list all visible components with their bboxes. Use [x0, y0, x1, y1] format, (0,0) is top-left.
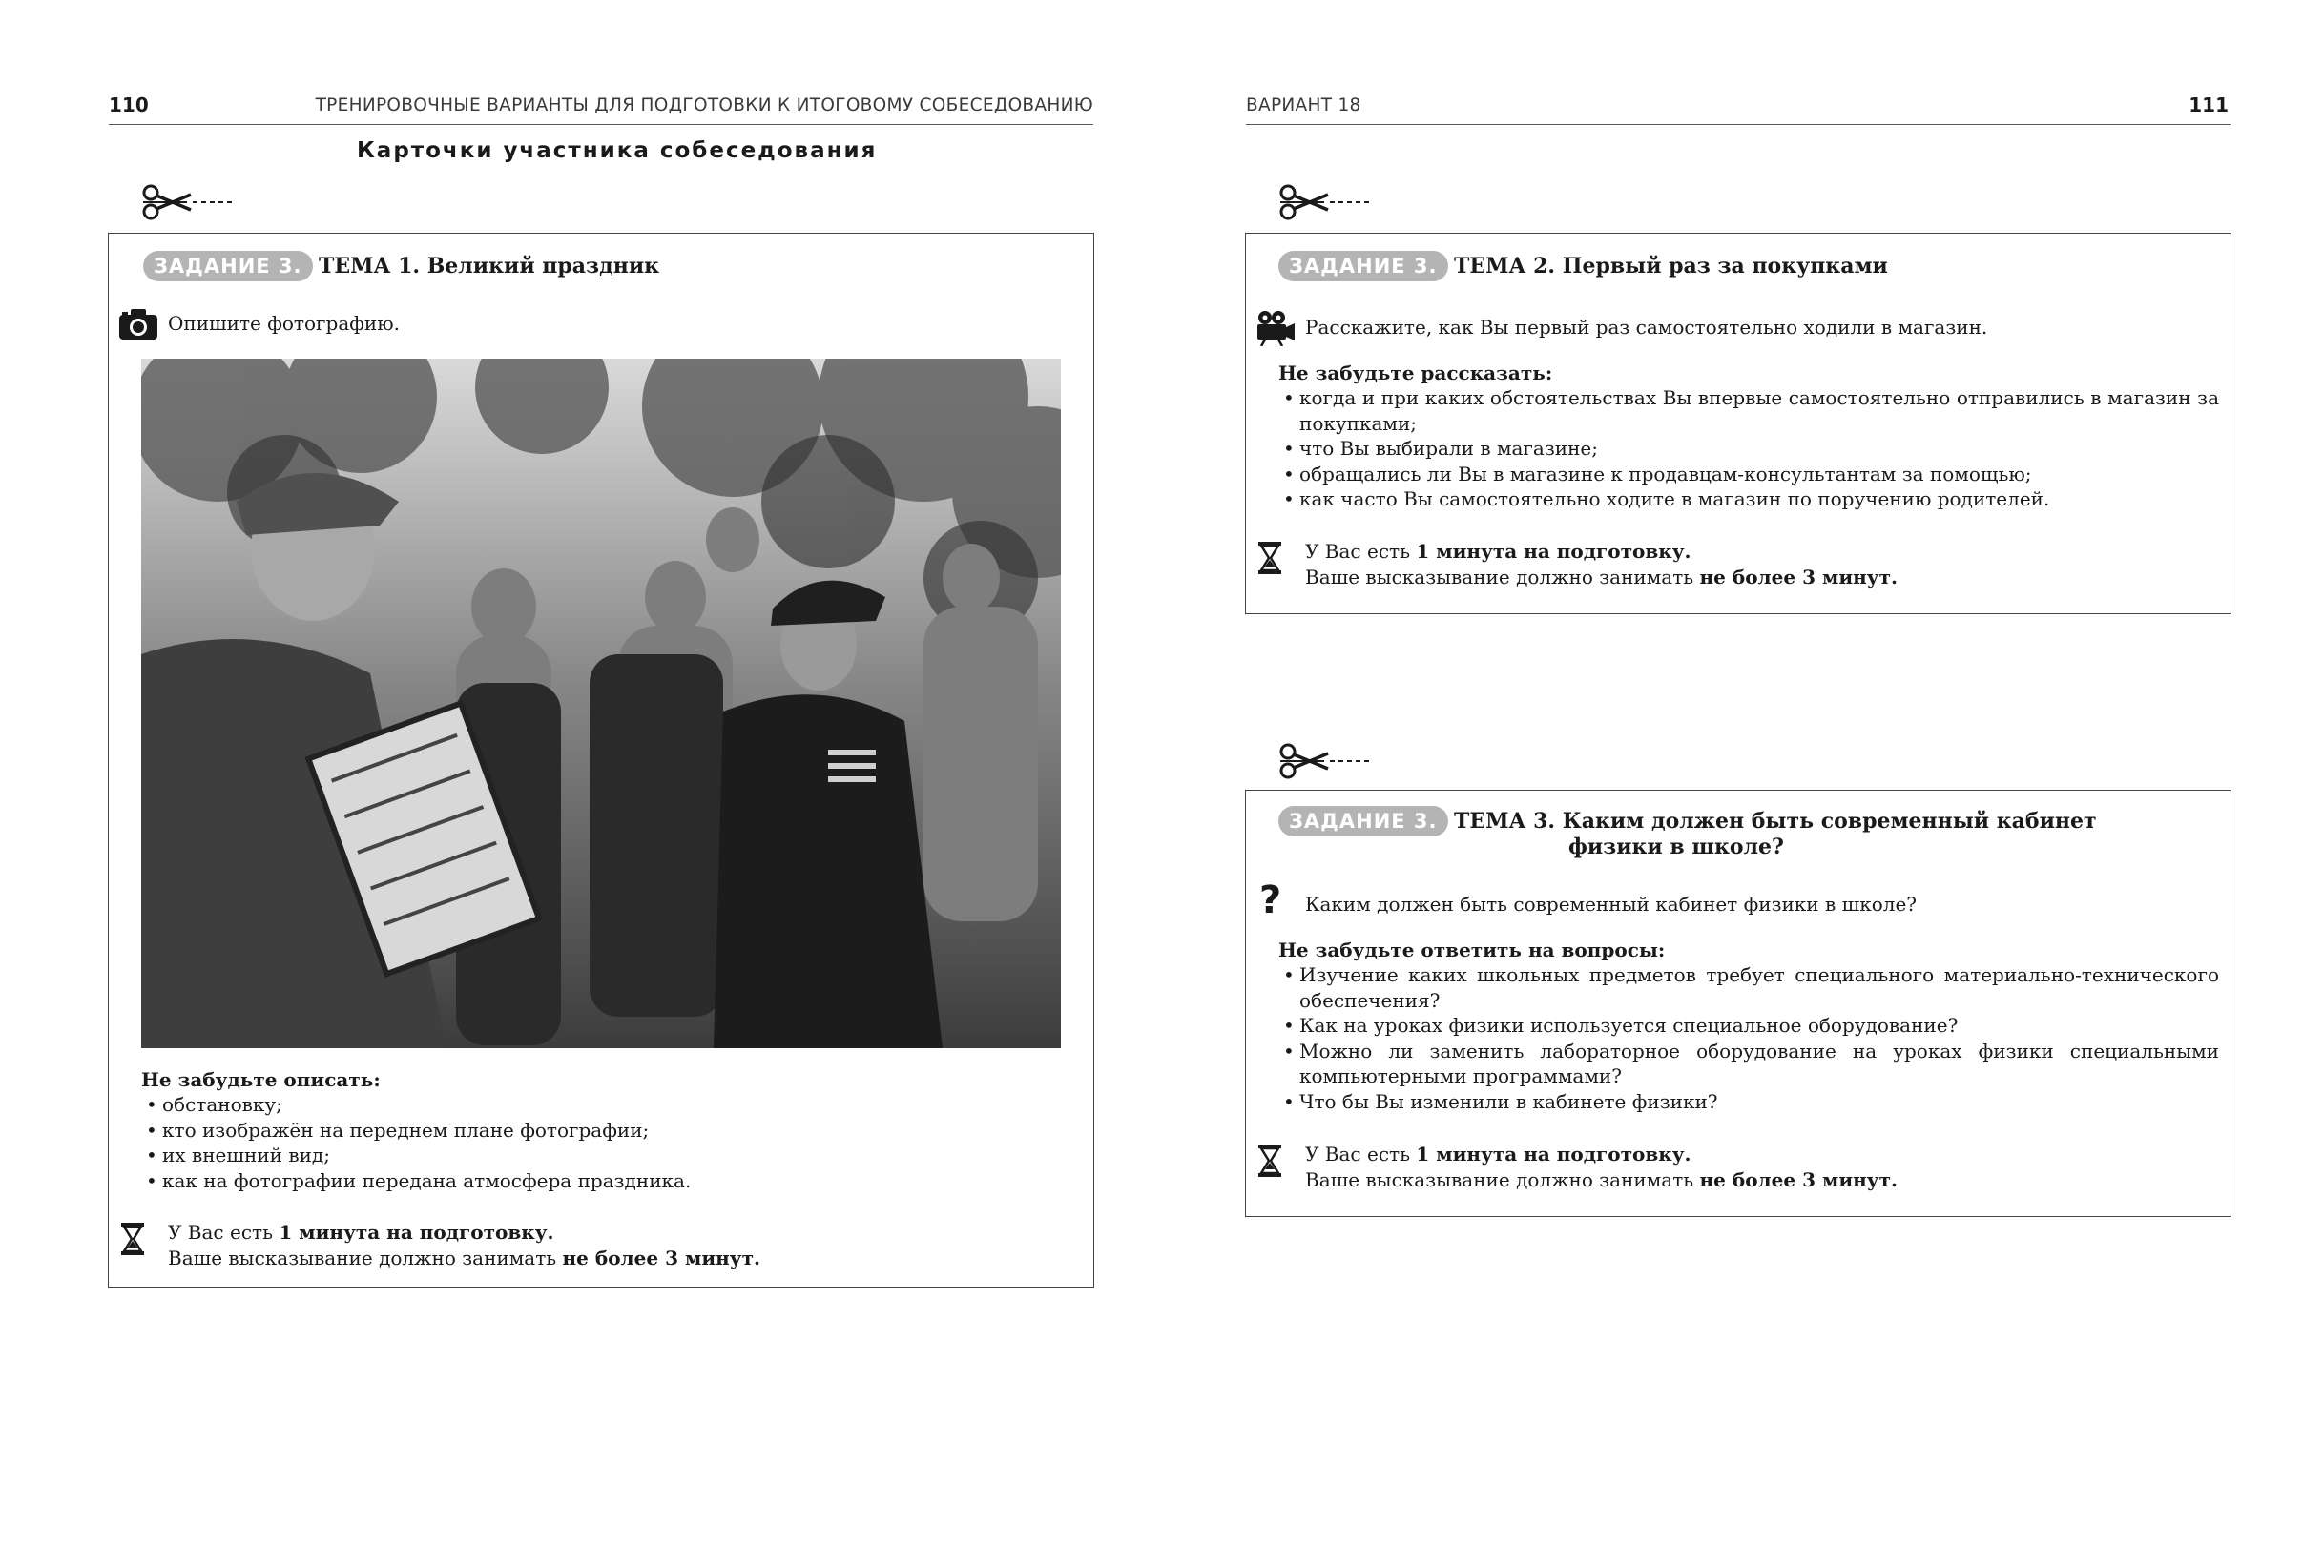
topic-title-line-1: ТЕМА 3. Каким должен быть современный кабинет	[1454, 809, 2097, 834]
task-badge: ЗАДАНИЕ 3.	[1278, 806, 1448, 836]
answer-time-line: Ваше высказывание должно занимать не более 3 минут.	[1305, 1168, 1898, 1191]
task-card-topic-3	[1245, 790, 2231, 1217]
page-number-left: 110	[109, 93, 149, 116]
prep-time-line: У Вас есть 1 минута на подготовку.	[168, 1221, 554, 1244]
section-title: Карточки участника собеседования	[357, 138, 878, 163]
hourglass-icon	[120, 1222, 145, 1256]
header-rule-left	[109, 124, 1093, 125]
task-badge: ЗАДАНИЕ 3.	[1278, 251, 1448, 281]
hourglass-icon	[1257, 541, 1282, 575]
photo-image	[141, 359, 1061, 1048]
question-instruction: Каким должен быть современный кабинет физики в школе?	[1305, 893, 1918, 916]
answer-time-line: Ваше высказывание должно занимать не более 3 минут.	[168, 1247, 760, 1269]
photo-instruction: Опишите фотографию.	[168, 312, 400, 335]
running-head-left: ТРЕНИРОВОЧНЫЕ ВАРИАНТЫ ДЛЯ ПОДГОТОВКИ К ИТОГОВОМУ СОБЕСЕДОВАНИЮ	[315, 95, 1093, 115]
describe-label: Не забудьте описать:	[141, 1068, 381, 1091]
list-item: • что Вы выбирали в магазине;	[1283, 437, 1598, 460]
question-list	[1278, 962, 2219, 1114]
film-camera-icon	[1255, 310, 1296, 346]
remember-label: Не забудьте рассказать:	[1278, 361, 1553, 384]
remember-label: Не забудьте ответить на вопросы:	[1278, 939, 1666, 961]
story-instruction: Расскажите, как Вы первый раз самостоятельно ходили в магазин.	[1305, 316, 1988, 339]
header-rule-right	[1246, 124, 2231, 125]
list-item: • Можно ли заменить лабораторное оборудование на уроках физики специальными компьютерными программами?	[1283, 1039, 2219, 1087]
page-number-right: 111	[2189, 93, 2229, 116]
task-card-topic-1	[108, 233, 1094, 1288]
list-item: • обстановку;	[146, 1093, 282, 1116]
topic-title: ТЕМА 1. Великий праздник	[319, 254, 660, 279]
list-item: • когда и при каких обстоятельствах Вы впервые самостоятельно отправились в магазин за покупками;	[1283, 386, 2219, 435]
camera-icon	[118, 308, 158, 340]
question-mark-icon: ?	[1259, 878, 1282, 922]
prep-time-line: У Вас есть 1 минута на подготовку.	[1305, 540, 1691, 563]
list-item: • обращались ли Вы в магазине к продавцам-консультантам за помощью;	[1283, 462, 2032, 485]
describe-list	[141, 1092, 1057, 1193]
topic-title-line-2: физики в школе?	[1568, 835, 1784, 859]
list-item: • как на фотографии передана атмосфера праздника.	[146, 1168, 692, 1192]
event-photo	[141, 359, 1061, 1048]
list-item: • Изучение каких школьных предметов требует специального материально-технического обеспечения?	[1283, 963, 2219, 1012]
hourglass-icon	[1257, 1144, 1282, 1178]
scissors-icon	[1278, 181, 1374, 223]
list-item: • Как на уроках физики используется специальное оборудование?	[1283, 1014, 1959, 1037]
prep-time-line: У Вас есть 1 минута на подготовку.	[1305, 1143, 1691, 1166]
running-head-right: ВАРИАНТ 18	[1246, 95, 1361, 115]
task-card-topic-2	[1245, 233, 2231, 614]
answer-time-line: Ваше высказывание должно занимать не более 3 минут.	[1305, 566, 1898, 588]
scissors-icon	[141, 181, 237, 223]
list-item: • Что бы Вы изменили в кабинете физики?	[1283, 1089, 1718, 1113]
topic-title: ТЕМА 2. Первый раз за покупками	[1454, 254, 1888, 279]
list-item: • как часто Вы самостоятельно ходите в магазин по поручению родителей.	[1283, 487, 2050, 510]
list-item: • их внешний вид;	[146, 1144, 330, 1166]
scissors-icon	[1278, 740, 1374, 782]
task-badge: ЗАДАНИЕ 3.	[143, 251, 313, 281]
list-item: • кто изображён на переднем плане фотографии;	[146, 1118, 650, 1142]
remember-list	[1278, 385, 2219, 512]
